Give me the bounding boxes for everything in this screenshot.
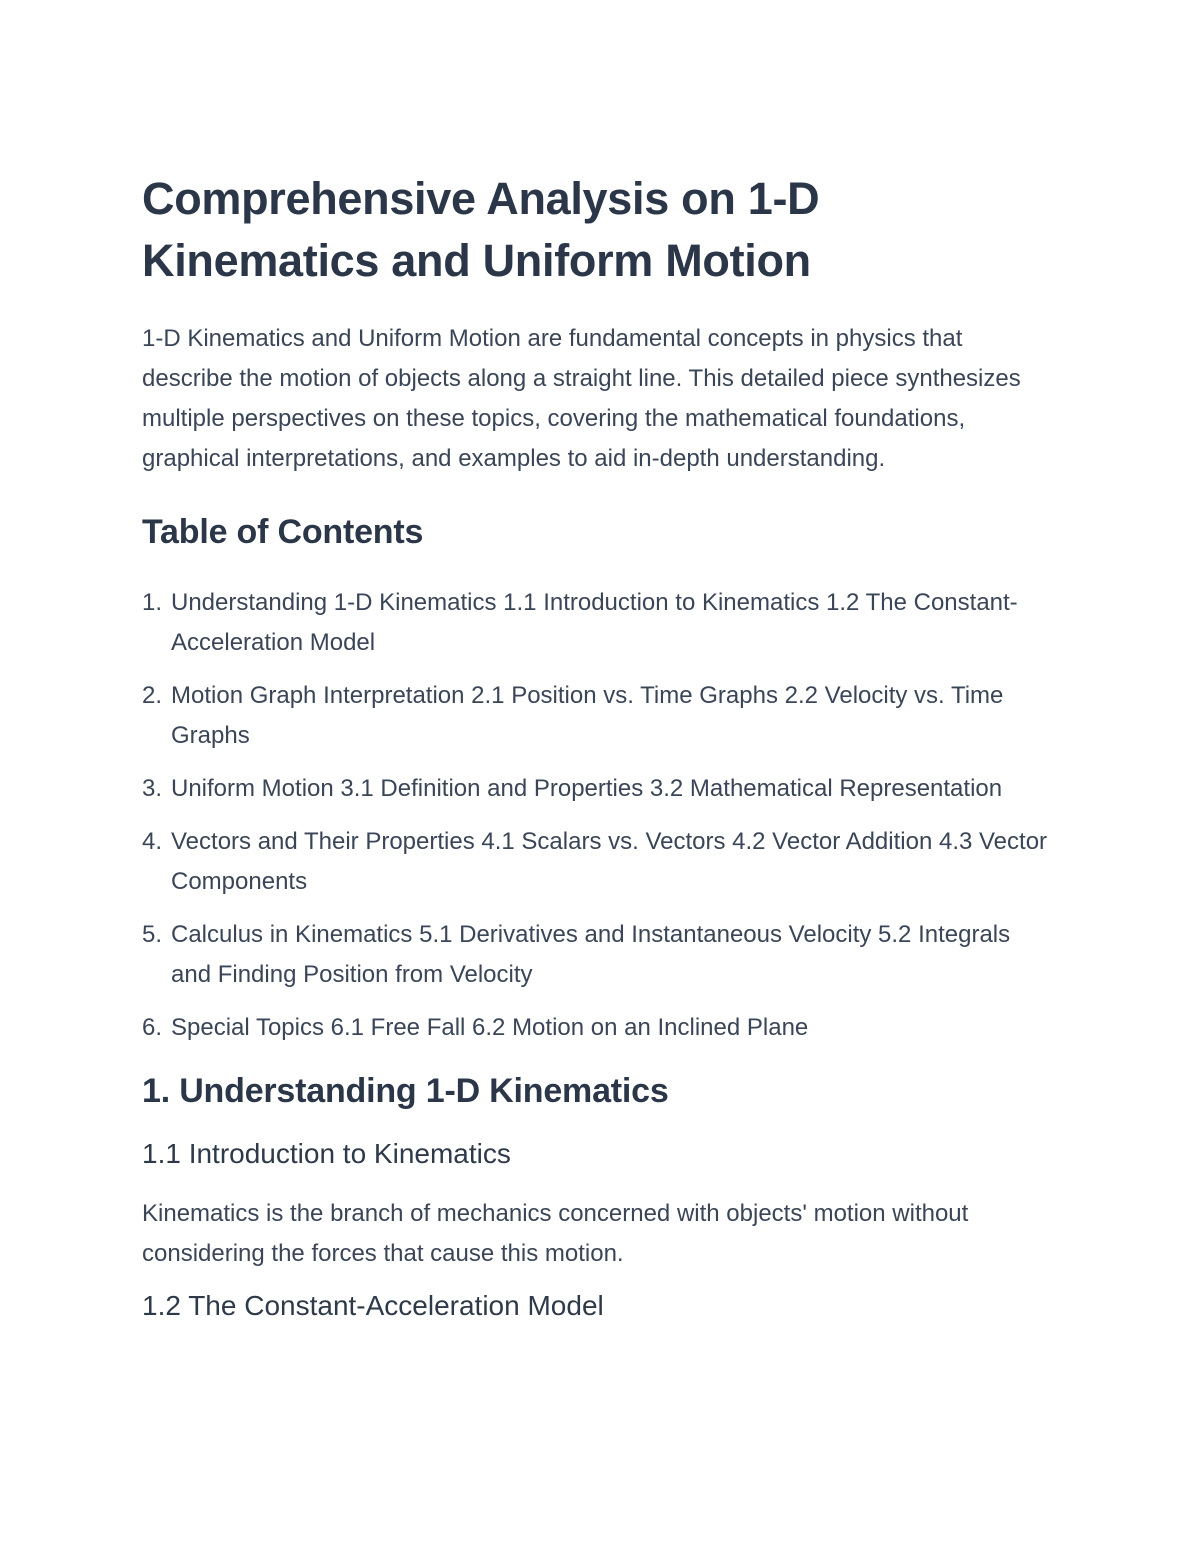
document-title: Comprehensive Analysis on 1-D Kinematics and Uniform Motion bbox=[142, 173, 820, 286]
toc-heading: Table of Contents bbox=[142, 513, 424, 551]
subsection-heading: 1.2 The Constant-Acceleration Model bbox=[142, 1290, 604, 1321]
toc-item bbox=[142, 915, 1050, 995]
toc-item-number: 1. bbox=[142, 589, 163, 616]
table-of-contents bbox=[142, 583, 1050, 1048]
toc-item bbox=[142, 822, 1050, 902]
toc-item bbox=[142, 676, 1050, 756]
toc-item-text: Vectors and Their Properties 4.1 Scalars vs. Vectors 4.2 Vector Addition 4.3 Vector Components bbox=[171, 828, 1048, 895]
toc-item-text: Calculus in Kinematics 5.1 Derivatives and Instantaneous Velocity 5.2 Integrals and Finding Position from Velocity bbox=[171, 921, 1011, 988]
section-paragraph: Kinematics is the branch of mechanics concerned with objects' motion without considering the forces that cause this motion. bbox=[142, 1200, 969, 1267]
subsection-heading: 1.1 Introduction to Kinematics bbox=[142, 1138, 511, 1169]
toc-item-number: 6. bbox=[142, 1014, 163, 1041]
toc-item bbox=[142, 583, 1050, 663]
toc-item-text: Motion Graph Interpretation 2.1 Position vs. Time Graphs 2.2 Velocity vs. Time Graphs bbox=[171, 682, 1004, 749]
section-heading: 1. Understanding 1-D Kinematics bbox=[142, 1072, 669, 1110]
toc-item-number: 4. bbox=[142, 828, 163, 855]
toc-item-number: 5. bbox=[142, 921, 163, 948]
toc-item-text: Uniform Motion 3.1 Definition and Properties 3.2 Mathematical Representation bbox=[171, 775, 1003, 802]
toc-item bbox=[142, 769, 1050, 809]
toc-item-number: 3. bbox=[142, 775, 163, 802]
toc-item-text: Special Topics 6.1 Free Fall 6.2 Motion on an Inclined Plane bbox=[171, 1014, 809, 1041]
toc-item-text: Understanding 1-D Kinematics 1.1 Introduction to Kinematics 1.2 The Constant-Acceleration Model bbox=[171, 589, 1018, 656]
toc-item bbox=[142, 1008, 1050, 1048]
toc-item-number: 2. bbox=[142, 682, 163, 709]
intro-paragraph: 1-D Kinematics and Uniform Motion are fundamental concepts in physics that describe the motion of objects along a straight line. This detailed piece synthesizes multiple perspectives on these topics, covering the mathematical foundations, graphical interpretations, and examples to aid in-depth understanding. bbox=[142, 325, 1021, 472]
